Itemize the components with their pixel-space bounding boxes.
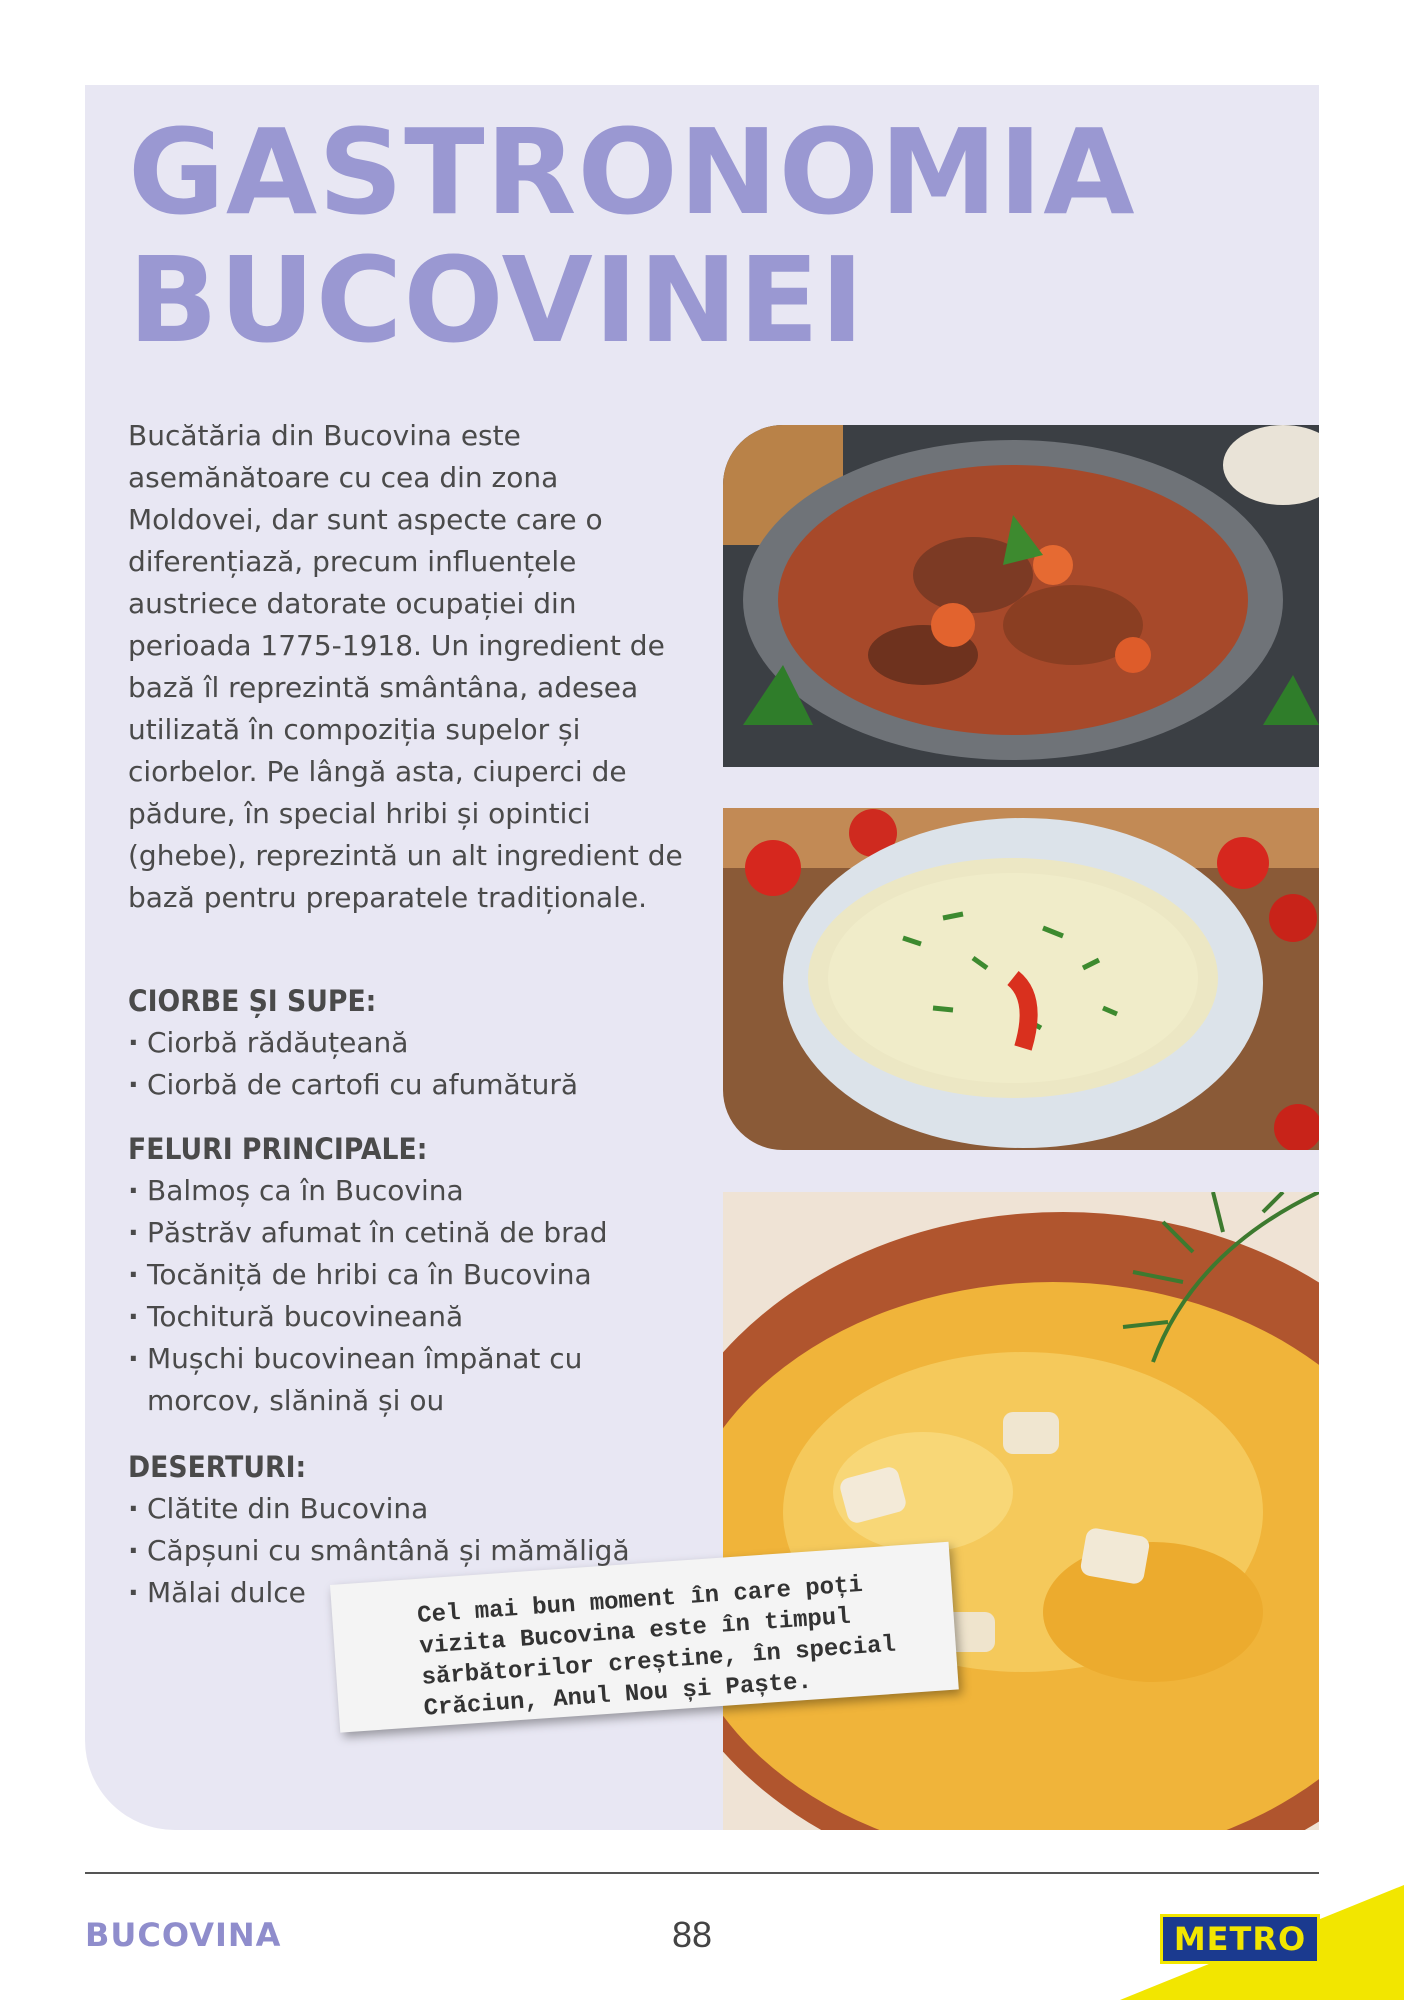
list-item: · Clătite din Bucovina (128, 1488, 688, 1530)
dish-list (128, 1022, 688, 1106)
list-item: · Căpșuni cu smântână și mămăligă (128, 1530, 688, 1572)
title-line-2: BUCOVINEI (128, 231, 865, 369)
soup-photo (723, 808, 1319, 1150)
page-number: 88 (672, 1914, 713, 1955)
polenta-photo (723, 1192, 1319, 1830)
footer-region: BUCOVINA (85, 1916, 282, 1954)
section-soups (128, 980, 688, 1106)
stew-photo (723, 425, 1319, 767)
section-main-dishes (128, 1128, 688, 1422)
metro-logo: METRO (1160, 1914, 1320, 1964)
dish-list (128, 1170, 688, 1422)
tip-note-text: Cel mai bun moment în care poți vizita Bucovina este în timpul sărbătorilor creștine, în special Crăciun, Anul Nou și Paște. (416, 1571, 897, 1723)
section-heading: FELURI PRINCIPALE: (128, 1132, 428, 1166)
list-item: · Mălai dulce (128, 1572, 688, 1614)
section-heading: DESERTURI: (128, 1450, 307, 1484)
page-title (128, 103, 1136, 369)
title-line-1: GASTRONOMIA (128, 103, 1136, 241)
list-item: · Ciorbă rădăuțeană (128, 1022, 688, 1064)
list-item: · Mușchi bucovinean împănat cu morcov, slănină și ou (128, 1338, 688, 1422)
list-item: · Tocăniță de hribi ca în Bucovina (128, 1254, 688, 1296)
footer-divider (85, 1872, 1319, 1874)
intro-paragraph: Bucătăria din Bucovina este asemănătoare cu cea din zona Moldovei, dar sunt aspecte care o diferențiază, precum influențele austriece datorate ocupației din perioada 1775-1918. Un ingredient de bază îl reprezintă smântâna, adesea utilizată în compoziția supelor și ciorbelor. Pe lângă asta, ciuperci de pădure, în special hribi și opintici (ghebe), reprezintă un alt ingredient de bază pentru preparatele tradiționale. (128, 419, 683, 914)
section-heading: CIORBE ȘI SUPE: (128, 984, 377, 1018)
list-item: · Ciorbă de cartofi cu afumătură (128, 1064, 688, 1106)
list-item: · Tochitură bucovineană (128, 1296, 688, 1338)
list-item: · Păstrăv afumat în cetină de brad (128, 1212, 688, 1254)
list-item: · Balmoș ca în Bucovina (128, 1170, 688, 1212)
